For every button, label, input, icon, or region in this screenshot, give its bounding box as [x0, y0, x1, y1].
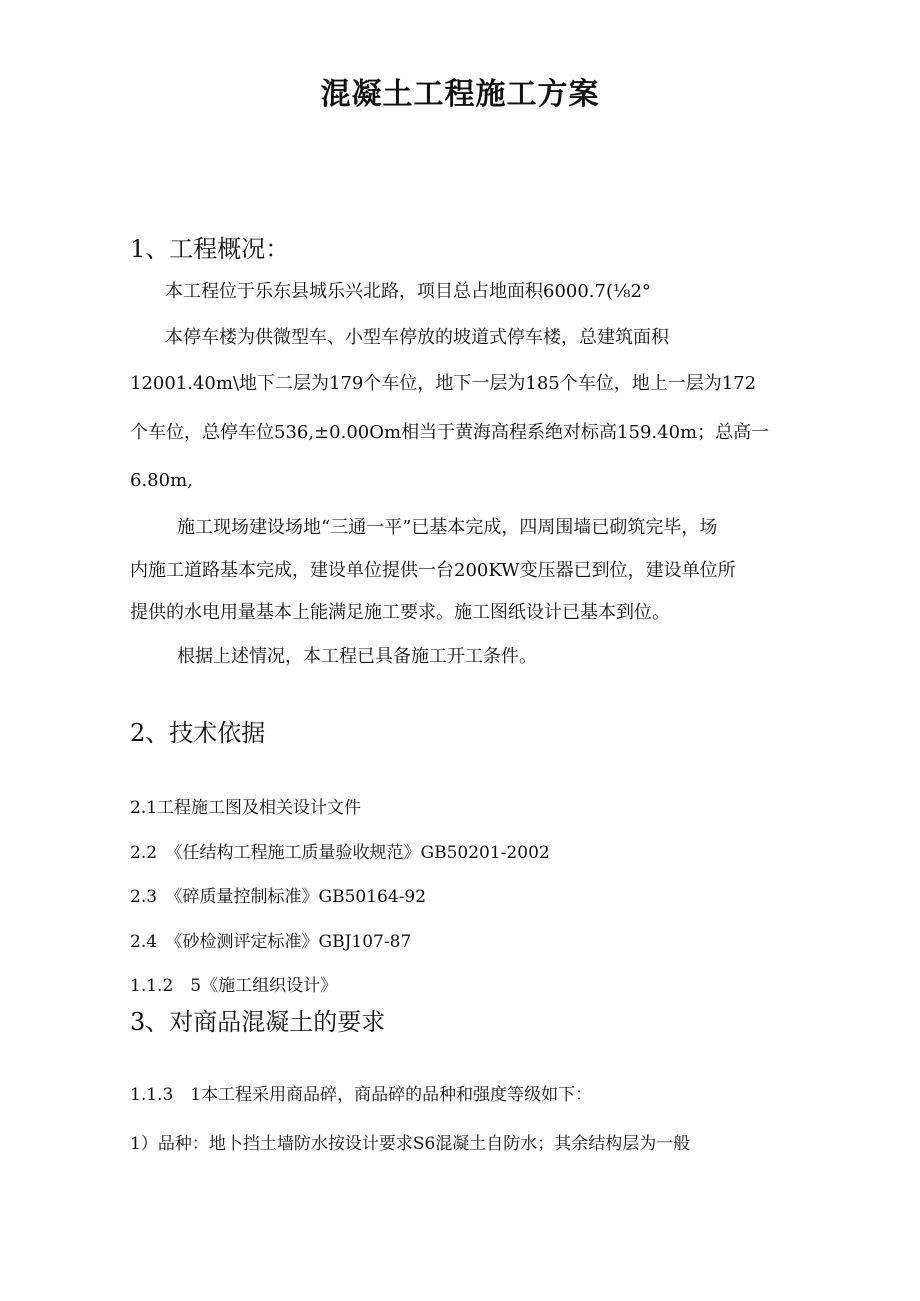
- list-item: 2.3 《碎质量控制标准》GB50164-92: [130, 887, 427, 907]
- paragraph-line: 本停车楼为供微型车、小型车停放的坡道式停车楼，总建筑面积: [165, 327, 669, 348]
- list-item: 1.1.2 5《施工组织设计》: [130, 976, 338, 996]
- paragraph-line: 个车位，总停车位536,±0.00Om相当于黄海高程系绝对标高159.40m；总高一: [130, 422, 770, 443]
- paragraph-line: 施工现场建设场地“三通一平”已基本完成，四周围墙已砌筑完毕，场: [177, 517, 718, 538]
- section-heading-concrete-requirements: 3、对商品混凝土的要求: [130, 1008, 386, 1036]
- paragraph-line: 根据上述情况，本工程已具备施工开工条件。: [177, 646, 537, 667]
- paragraph-line: 本工程位于乐东县城乐兴北路，项目总占地面积6000.7(⅛2°: [165, 281, 651, 302]
- paragraph-line: 提供的水电用量基本上能满足施工要求。施工图纸设计已基本到位。: [130, 602, 670, 623]
- paragraph-line: 内施工道路基本完成，建设单位提供一台200KW变压器已到位，建设单位所: [130, 560, 736, 581]
- paragraph-line: 12001.40m\地下二层为179个车位，地下一层为185个车位，地上一层为172: [130, 373, 757, 394]
- section-heading-overview: 1、工程概况：: [130, 235, 290, 263]
- list-item: 2.2 《任结构工程施工质量验收规范》GB50201-2002: [130, 843, 550, 863]
- section-heading-technical-basis: 2、技术依据: [130, 719, 266, 747]
- paragraph-line: 1）品种：地卜挡土墙防水按设计要求S6混凝土自防水；其余结构层为一般: [130, 1134, 691, 1154]
- document-title: 混凝土工程施工方案: [320, 77, 600, 112]
- list-item: 2.1工程施工图及相关设计文件: [130, 798, 362, 818]
- paragraph-line: 1.1.3 1本工程采用商品碎，商品碎的品种和强度等级如下：: [130, 1085, 593, 1105]
- list-item: 2.4 《砂检测评定标准》GBJ107-87: [130, 932, 412, 952]
- paragraph-line: 6.80m,: [130, 470, 193, 491]
